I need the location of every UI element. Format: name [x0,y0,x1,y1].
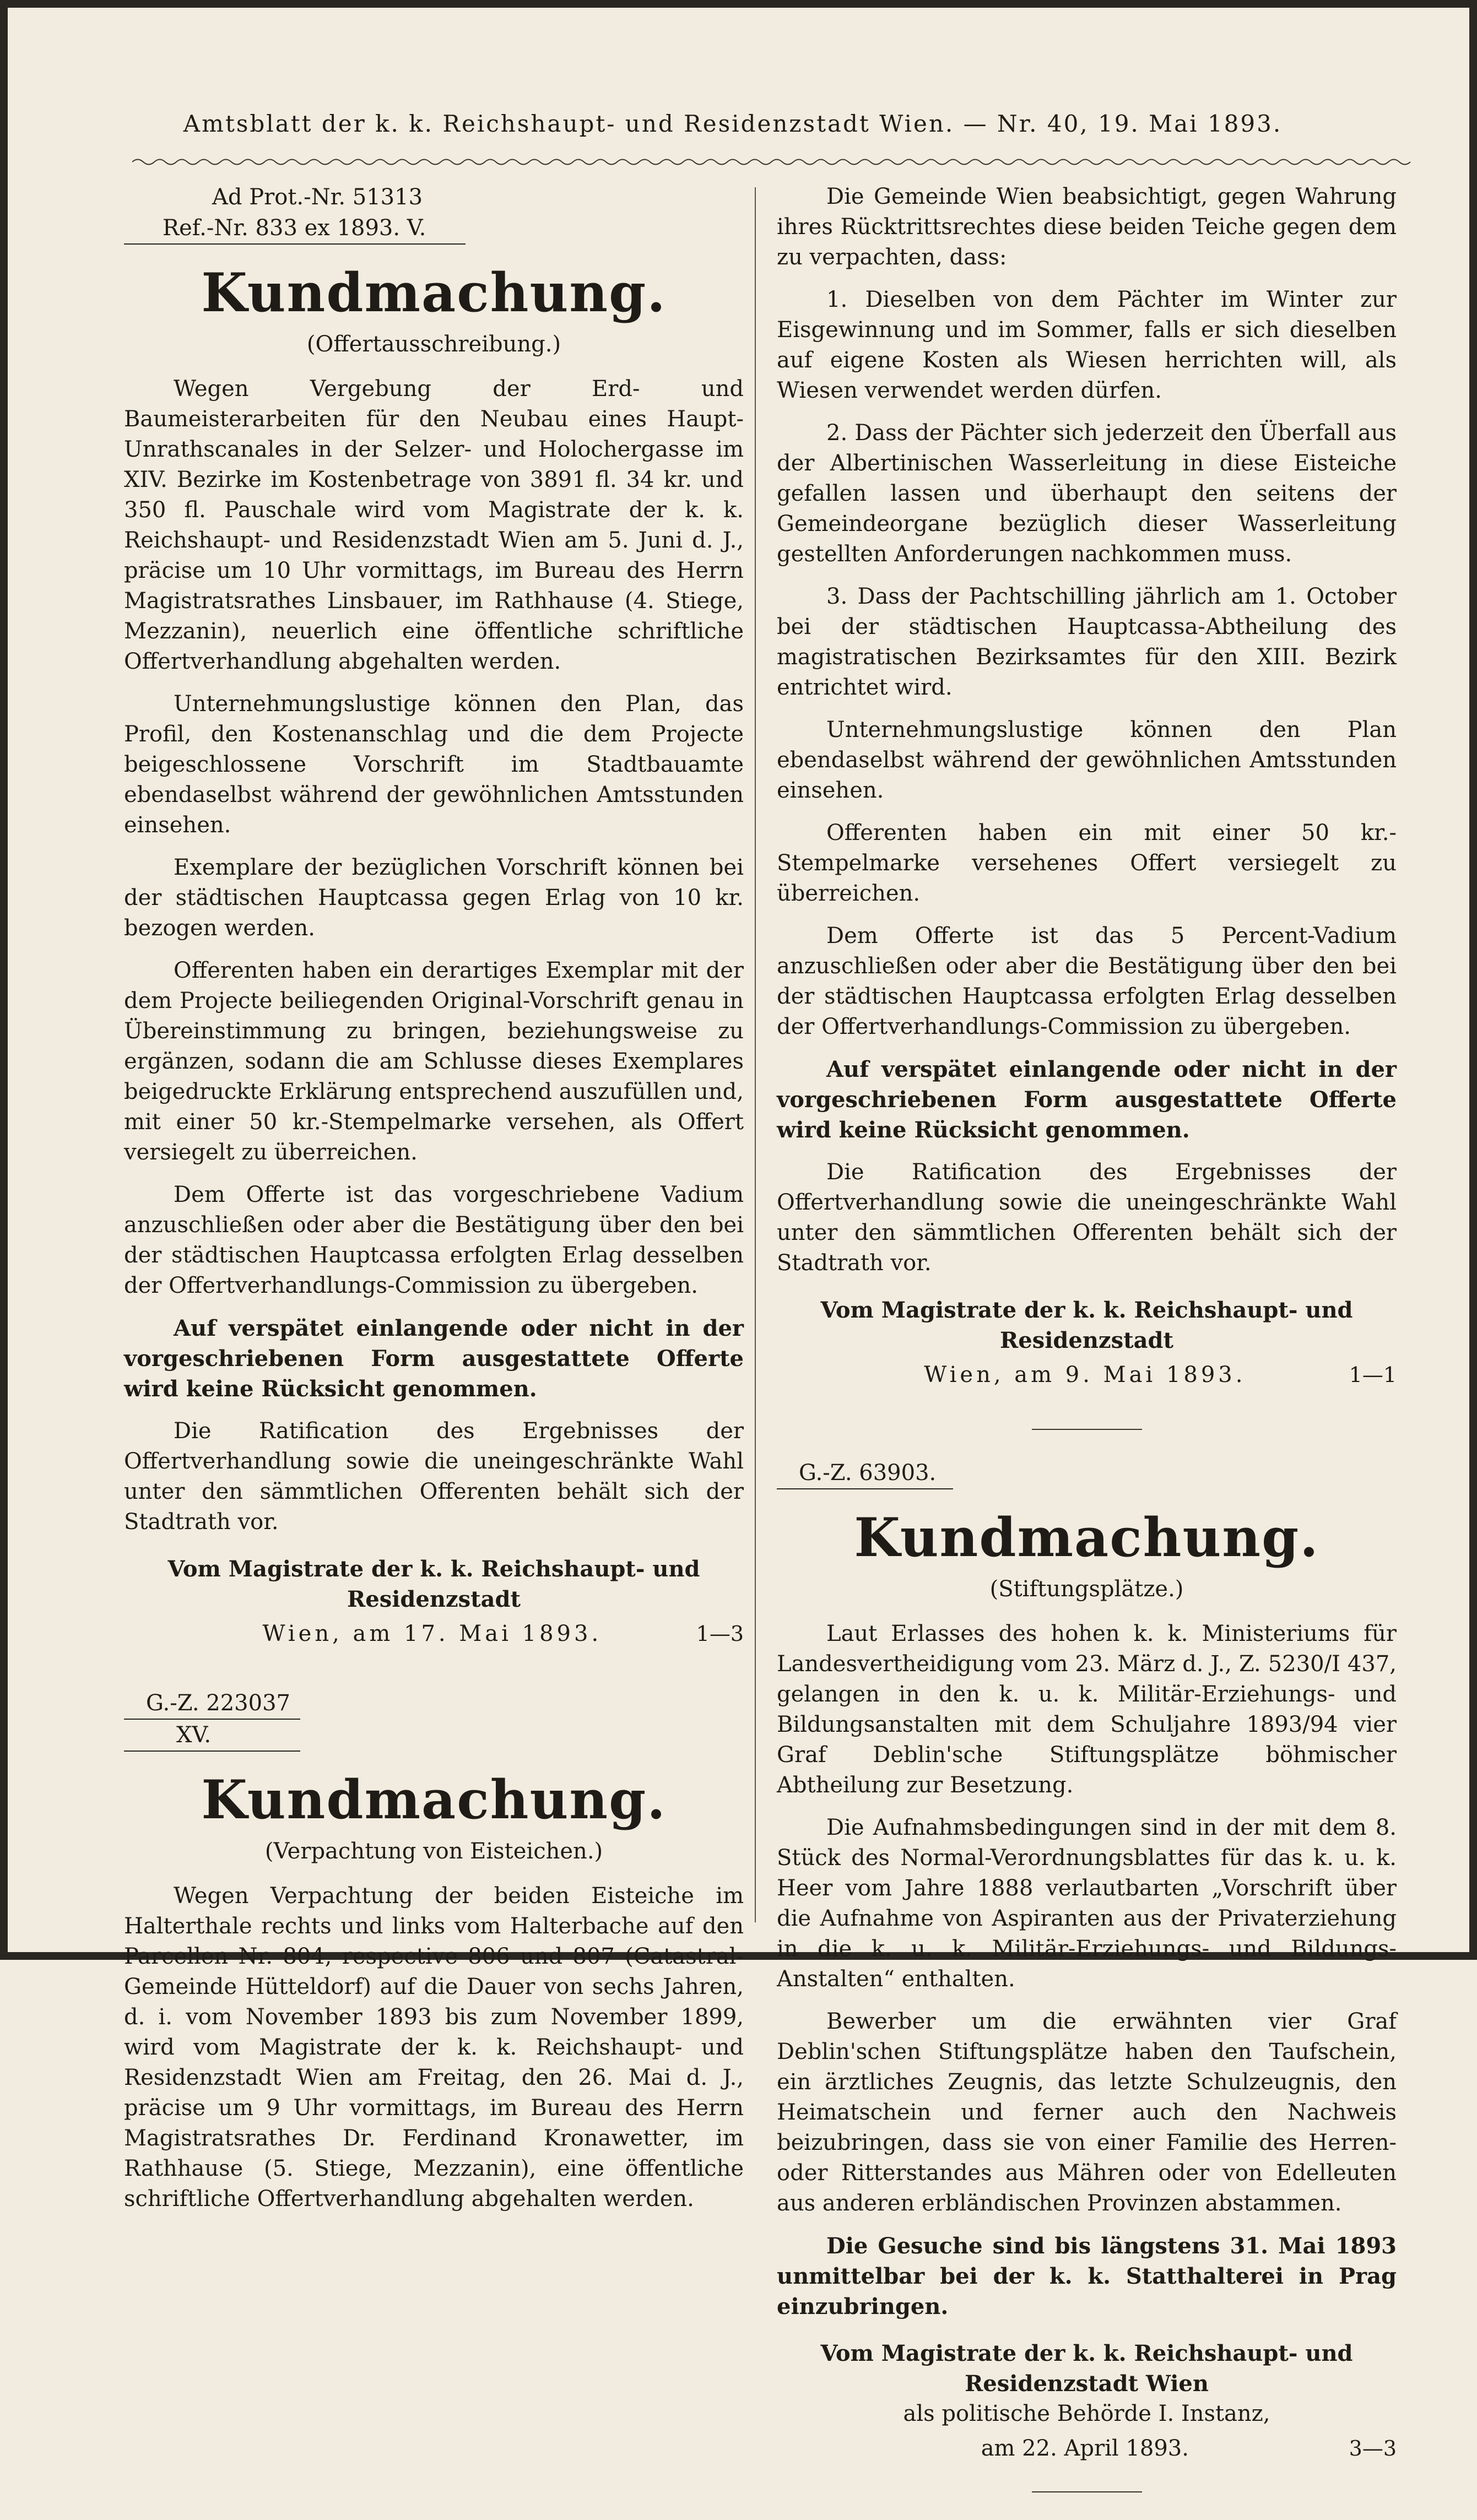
paragraph: Unternehmungslustige können den Plan, das Profil, den Kostenanschlag und die dem Projecte beigeschlossene Vorschrift im Stadtbauamte ebendaselbst während der gewöhnlichen Amtsstunden einsehen. [124,691,744,838]
paragraph: Exemplare der bezüglichen Vorschrift können bei der städtischen Hauptcassa gegen Erlag von 10 kr. bezogen werden. [124,855,744,941]
reference-underline [777,1488,953,1489]
paragraph: Dem Offerte ist das 5 Percent-Vadium anzuschließen oder aber die Bestätigung über den bei der städtischen Hauptcassa erfolgten Erlag desselben der Offertverhandlungs-Commission zu übergeben. [777,923,1397,1039]
business-number: G.-Z. 63903. [799,1460,937,1486]
paragraph: Wegen Vergebung der Erd- und Baumeisterarbeiten für den Neubau eines Haupt-Unrathscanales in der Selzer- und Holochergasse im XIV. Bezirke im Kostenbetrage von 3891 fl. 34 kr. und 350 fl. Pauschale wird vom Magistrate der k. k. Reichshaupt- und Residenzstadt Wien am 5. Juni d. J., präcise um 10 Uhr vormittags, im Bureau des Herrn Magistratsrathes Linsbauer, im Rathhause (4. Stiege, Mezzanin), neuerlich eine öffentliche schriftliche Offertverhandlung abgehalten werden. [124,376,744,674]
business-number: G.-Z. 223037 [146,1690,290,1716]
notice-verpachtung-continued [777,182,1397,1390]
paragraph: Laut Erlasses des hohen k. k. Ministeriums für Landesvertheidigung vom 23. März d. J., Z. 5230/I 437, gelangen in den k. u. k. Militär-Erziehungs- und Bildungsanstalten mit dem Schuljahre 1893/94 vier Graf Deblin'sche Stiftungsplätze böhmischer Abtheilung zur Besetzung. [777,1621,1397,1798]
issuer-signature: Vom Magistrate der k. k. Reichshaupt- und Residenzstadt Wien [820,2340,1353,2397]
notice-subtitle: (Offertausschreibung.) [306,332,561,357]
department-number: XV. [176,1722,212,1748]
paragraph: Die Ratification des Ergebnisses der Offertverhandlung sowie die uneingeschränkte Wahl unter den sämmtlichen Offerenten behält sich der Stadtrath vor. [124,1418,744,1535]
notice-verpachtung [124,1688,744,2214]
place-date-line [124,1619,744,1649]
paragraph: 3. Dass der Pachtschilling jährlich am 1. October bei der städtischen Hauptcassa-Abtheilung des magistratischen Bezirksamtes für den XIII. Bezirk entrichtet wird. [777,584,1397,700]
paragraph: Dem Offerte ist das vorgeschriebene Vadium anzuschließen oder aber die Bestätigung über den bei der städtischen Hauptcassa erfolgten Erlag desselben der Offertverhandlungs-Commission zu übergeben. [124,1182,744,1298]
running-header: Amtsblatt der k. k. Reichshaupt- und Residenzstadt Wien. — Nr. 40, 19. Mai 1893. [183,110,1283,137]
paragraph: Die Ratification des Ergebnisses der Offertverhandlung sowie die uneingeschränkte Wahl unter den sämmtlichen Offerenten behält sich der Stadtrath vor. [777,1159,1397,1276]
reference-underline [124,1751,300,1752]
notice-title: Kundmachung. [201,1769,667,1831]
notice-subtitle: (Verpachtung von Eisteichen.) [264,1839,603,1864]
issuer-signature: Vom Magistrate der k. k. Reichshaupt- und Residenzstadt [820,1297,1353,1353]
section-separator [1032,1429,1142,1430]
reference-number: Ref.-Nr. 833 ex 1893. V. [163,215,426,241]
right-column [777,182,1397,2520]
protocol-number: Ad Prot.-Nr. 51313 [212,185,423,210]
issuer-signature: Vom Magistrate der k. k. Reichshaupt- und Residenzstadt [167,1556,700,1612]
paragraph: Wegen Verpachtung der beiden Eisteiche im Halterthale rechts und links vom Halterbache auf den Parcellen Nr. 804, respective 806 und 807 (Catastral-Gemeinde Hütteldorf) auf die Dauer von sechs Jahren, d. i. vom November 1893 bis zum November 1899, wird vom Magistrate der k. k. Reichshaupt- und Residenzstadt Wien am Freitag, den 26. Mai d. J., präcise um 9 Uhr vormittags, im Bureau des Herrn Magistratsrathes Dr. Ferdinand Kronawetter, im Rathhause (5. Stiege, Mezzanin), eine öffentliche schriftliche Offertverhandlung abgehalten werden. [124,1883,744,2212]
left-column [124,182,744,2226]
notice-stiftungsplaetze [777,1457,1397,2492]
paragraph: Die Aufnahmsbedingungen sind in der mit dem 8. Stück des Normal-Verordnungsblattes für das k. u. k. Heer vom Jahre 1888 verlautbarten „Vorschrift über die Aufnahme von Aspiranten aus der Privaterziehung in die k. u. k. Militär-Erziehungs- und Bildungs-Anstalten“ enthalten. [777,1815,1397,1992]
reference-underline [124,243,466,245]
paragraph: 2. Dass der Pächter sich jederzeit den Überfall aus der Albertinischen Wasserleitung in diese Eisteiche gefallen lassen und überhaupt den seitens der Gemeindeorgane bezüglich dieser Wasserleitung gestellten Anforderungen nachkommen muss. [777,420,1397,567]
series-number: 1—1 [1349,1363,1397,1387]
paragraph: Bewerber um die erwähnten vier Graf Deblin'schen Stiftungsplätze haben den Taufschein, ein ärztliches Zeugnis, das letzte Schulzeugnis, den Heimatschein und ferner auch den Nachweis beizubringen, dass sie von einer Familie des Herren- oder Ritterstandes aus Mähren oder von Edelleuten aus anderen erbländischen Provinzen abstammen. [777,2009,1397,2216]
column-divider [755,187,756,1922]
paragraph: 1. Dieselben von dem Pächter im Winter zur Eisgewinnung und im Sommer, falls er sich dieselben auf eigene Kosten als Wiesen herrichten will, als Wiesen verwendet werden dürfen. [777,287,1397,403]
place-date-line [777,1360,1397,1390]
authority-line: als politische Behörde I. Instanz, [903,2401,1270,2426]
series-number: 1—3 [696,1622,744,1646]
paragraph-emphasis: Die Gesuche sind bis längstens 31. Mai 1893 unmittelbar bei der k. k. Statthalterei in Prag einzubringen. [777,2233,1397,2320]
place-date: am 22. April 1893. [981,2436,1189,2461]
place-date-line [777,2434,1397,2464]
place-date: Wien, am 17. Mai 1893. [262,1621,602,1646]
notice-title: Kundmachung. [201,262,667,324]
notice-offertausschreibung [124,182,744,1649]
paragraph: Offerenten haben ein derartiges Exemplar mit der dem Projecte beiliegenden Original-Vorschrift genau in Übereinstimmung zu bringen, beziehungsweise zu ergänzen, sodann die am Schlusse dieses Exemplares beigedruckte Erklärung entsprechend auszufüllen und, mit einer 50 kr.-Stempelmarke versehen, als Offert versiegelt zu überreichen. [124,958,744,1165]
notice-title: Kundmachung. [854,1506,1319,1569]
place-date: Wien, am 9. Mai 1893. [924,1362,1246,1388]
notice-subtitle: (Stiftungsplätze.) [989,1576,1184,1602]
paragraph: Unternehmungslustige können den Plan ebendaselbst während der gewöhnlichen Amtsstunden einsehen. [777,717,1397,803]
series-number: 3—3 [1349,2436,1397,2461]
paragraph-emphasis: Auf verspätet einlangende oder nicht in der vorgeschriebenen Form ausgestattete Offerte wird keine Rücksicht genommen. [124,1315,744,1402]
paragraph-emphasis: Auf verspätet einlangende oder nicht in der vorgeschriebenen Form ausgestattete Offerte wird keine Rücksicht genommen. [777,1056,1397,1143]
paragraph: Die Gemeinde Wien beabsichtigt, gegen Wahrung ihres Rücktrittsrechtes diese beiden Teiche gegen dem zu verpachten, dass: [777,184,1397,270]
section-separator [1032,2491,1142,2492]
paragraph: Offerenten haben ein mit einer 50 kr.-Stempelmarke versehenes Offert versiegelt zu überreichen. [777,820,1397,906]
header-wavy-rule [132,157,1416,167]
